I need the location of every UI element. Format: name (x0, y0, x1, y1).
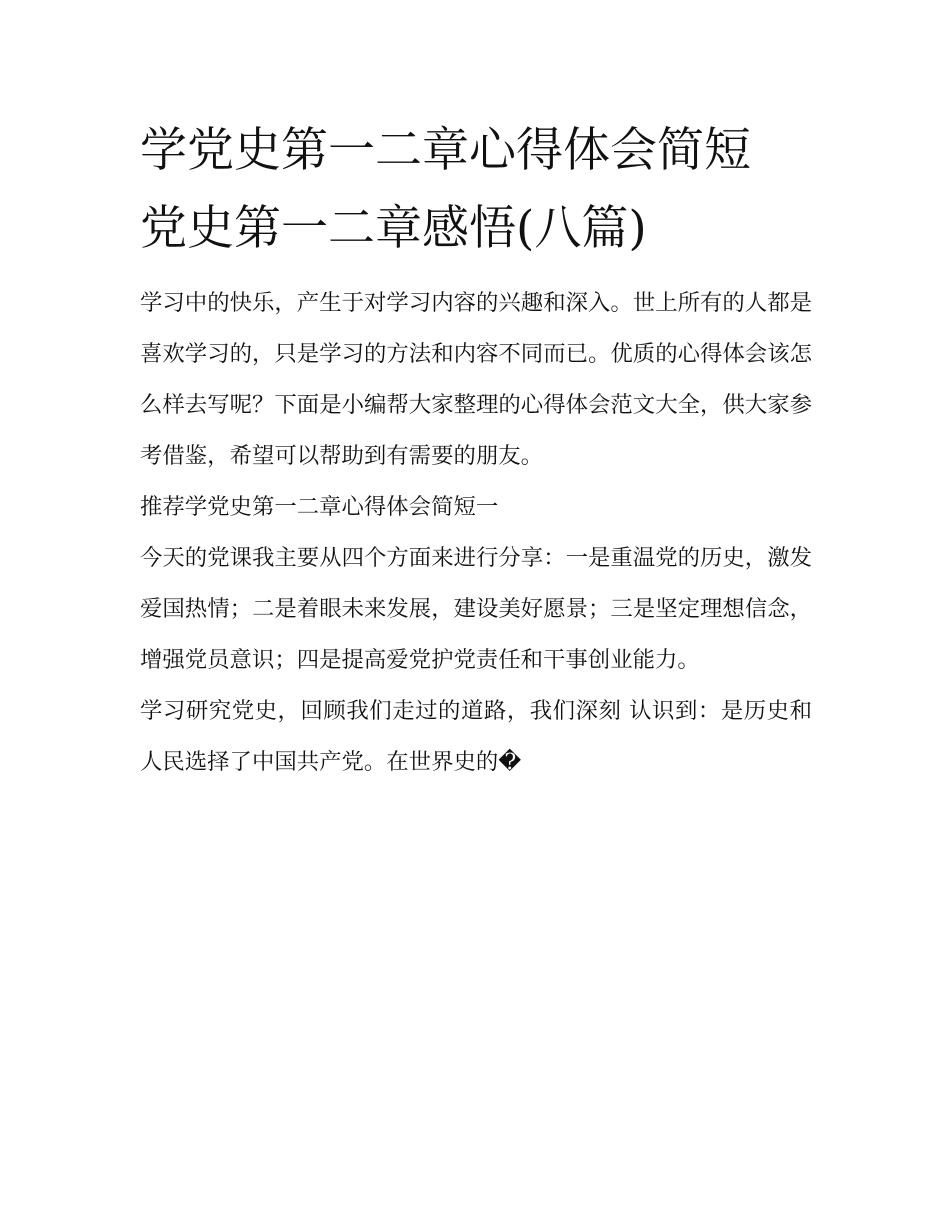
document-title: 学党史第一二章心得体会简短 党史第一二章感悟(八篇) (140, 123, 751, 256)
body-paragraph: 今天的党课我主要从四个方面来进行分享：一是重温党的历史，激发爱国热情；二是着眼未来发展，建设美好愿景；三是坚定理想信念，增强党员意识；四是提高爱党护党责任和干事创业能力。 (140, 545, 812, 673)
body-paragraph: 学习研究党史，回顾我们走过的道路，我们深刻 认识到：是历史和人民选择了中国共产党。在世界史的� (140, 698, 812, 775)
intro-paragraph: 学习中的快乐，产生于对学习内容的兴趣和深入。世上所有的人都是喜欢学习的，只是学习的方法和内容不同而已。优质的心得体会该怎么样去写呢？下面是小编帮大家整理的心得体会范文大全，供大家参考借鉴，希望可以帮助到有需要的朋友。 (140, 290, 812, 469)
document-body (140, 278, 812, 788)
document-page (140, 112, 812, 788)
section-heading: 推荐学党史第一二章心得体会简短一 (140, 494, 499, 520)
